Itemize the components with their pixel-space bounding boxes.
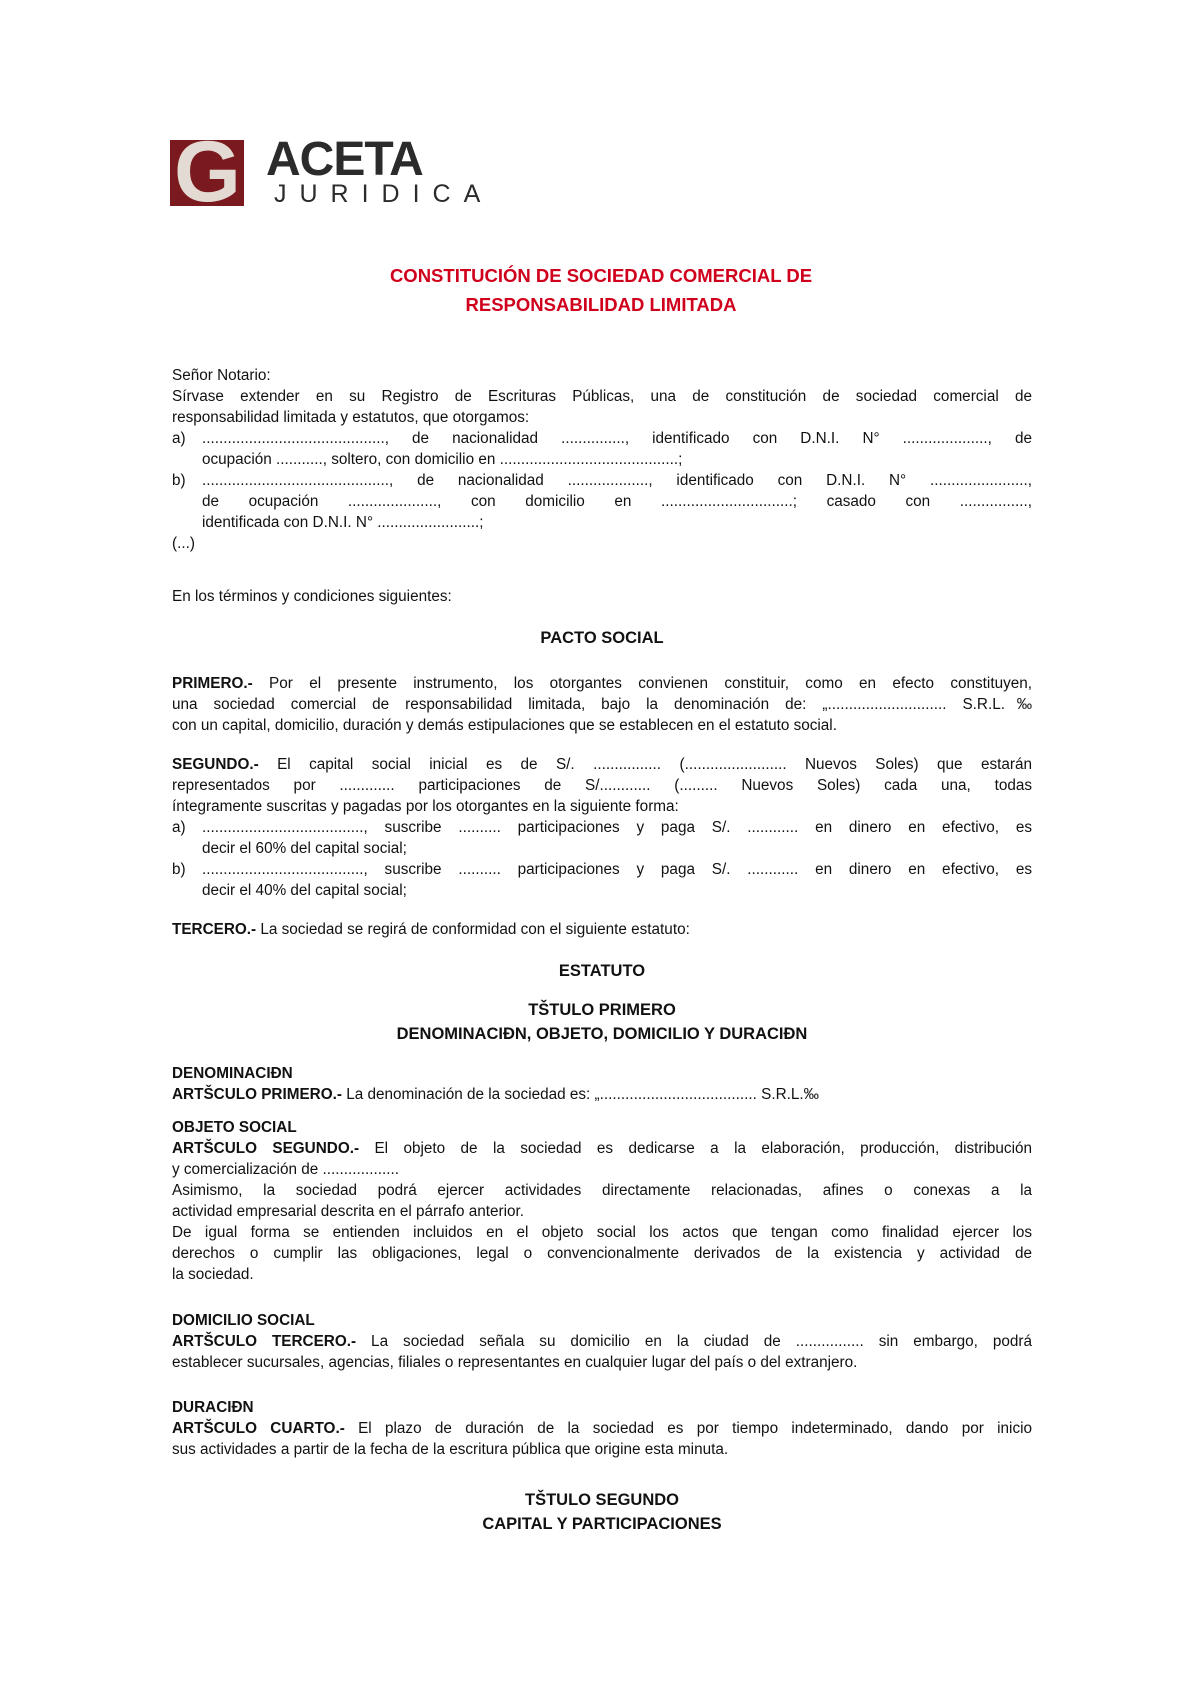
titulo-segundo-label: TŠTULO SEGUNDO (524, 1491, 679, 1509)
clause-segundo (172, 754, 1032, 901)
request-line-1: Sírvase extender en su Registro de Escrituras Públicas, una de constitución de sociedad comercial de (172, 388, 1032, 405)
primero-line-2: una sociedad comercial de responsabilidad limitada, bajo la denominación de: „............................ S.R.L.‰ (172, 696, 1032, 713)
duracion-section (172, 1397, 1032, 1460)
list-marker: a) (172, 430, 186, 447)
art2-p3-line-2: derechos o cumplir las obligaciones, legal o convencionalmente derivados de la existencia y actividad de (172, 1245, 1032, 1262)
titulo-primero (172, 998, 1032, 1046)
logo-word-top: ACETA (266, 133, 423, 186)
section-heading: DURACIÐN (172, 1399, 254, 1416)
pacto-social-heading: PACTO SOCIAL (540, 629, 664, 647)
titulo-primero-subtitle: DENOMINACIÐN, OBJETO, DOMICILIO Y DURACIÐN (396, 1025, 808, 1043)
titulo-segundo (172, 1488, 1032, 1536)
article-text: La sociedad señala su domicilio en la ciudad de ................ sin embargo, podrá (356, 1333, 1032, 1350)
clause-label: SEGUNDO.- (172, 756, 259, 773)
art2-p3-line-3: la sociedad. (172, 1266, 254, 1283)
section-heading: DOMICILIO SOCIAL (172, 1312, 315, 1329)
titulo-primero-label: TŠTULO PRIMERO (528, 1001, 676, 1019)
item-a-line-2: ocupación ..........., soltero, con domicilio en ..........................................; (202, 451, 683, 468)
document-title (170, 261, 1032, 319)
art2-line-2: y comercialización de .................. (172, 1161, 399, 1178)
section-heading: DENOMINACIÐN (172, 1065, 293, 1082)
denominacion-section (172, 1063, 1032, 1105)
list-item-a (172, 428, 1032, 470)
title-line-2: RESPONSABILIDAD LIMITADA (465, 294, 737, 315)
article-text: El plazo de duración de la sociedad es por tiempo indeterminado, dando por inicio (344, 1420, 1033, 1437)
segundo-item-b (172, 859, 1032, 901)
art4-line-2: sus actividades a partir de la fecha de la escritura pública que origine esta minuta. (172, 1441, 729, 1458)
item-b-line-1: ............................................, de nacionalidad ..................., identificado con D.N.I. N° ......................., (202, 472, 1032, 489)
item-b-line-3: identificada con D.N.I. N° ........................; (202, 514, 484, 531)
list-marker: a) (172, 819, 186, 836)
section-heading: OBJETO SOCIAL (172, 1119, 297, 1136)
art3-line-2: establecer sucursales, agencias, filiales o representantes en cualquier lugar del país o del extranjero. (172, 1354, 858, 1371)
item-b-line-2: de ocupación ....................., con domicilio en ...............................; casado con ................, (202, 493, 1032, 510)
intro-section (172, 365, 1032, 554)
seg-b-line-1: ......................................, suscribe .......... participaciones y paga S/. ............ en dinero en efectivo, es (202, 861, 1032, 878)
logo-word-bottom: JURIDICA (274, 180, 494, 208)
article-label: ARTŠCULO PRIMERO.- (172, 1086, 342, 1103)
list-item-b (172, 470, 1032, 533)
seg-a-line-2: decir el 60% del capital social; (202, 840, 407, 857)
titulo-segundo-subtitle: CAPITAL Y PARTICIPACIONES (482, 1515, 722, 1533)
clause-text: Por el presente instrumento, los otorgantes convienen constituir, como en efecto constituyen, (252, 675, 1032, 692)
segundo-line-2: representados por ............. participaciones de S/............ (......... Nuevos Soles) cada una, todas (172, 777, 1032, 794)
request-line-2: responsabilidad limitada y estatutos, que otorgamos: (172, 409, 530, 426)
article-text: El objeto de la sociedad es dedicarse a la elaboración, producción, distribución (359, 1140, 1032, 1157)
clause-text: El capital social inicial es de S/. ................ (........................ Nuevos Soles) que estarán (258, 756, 1032, 773)
art2-p2-line-1: Asimismo, la sociedad podrá ejercer actividades directamente relacionadas, afines o conexas a la (172, 1182, 1032, 1199)
clause-label: TERCERO.- (172, 921, 257, 938)
salutation: Señor Notario: (172, 367, 271, 384)
article-label: ARTŠCULO SEGUNDO.- (172, 1140, 360, 1157)
article-label: ARTŠCULO CUARTO.- (172, 1420, 345, 1437)
segundo-line-3: íntegramente suscritas y pagadas por los otorgantes en la siguiente forma: (172, 798, 679, 815)
segundo-item-a (172, 817, 1032, 859)
clause-primero (172, 673, 1032, 736)
clause-label: PRIMERO.- (172, 675, 253, 692)
objeto-section (172, 1117, 1032, 1285)
ellipsis: (...) (172, 535, 195, 552)
list-marker: b) (172, 861, 186, 878)
item-a-line-1: ..........................................., de nacionalidad ..............., identificado con D.N.I. N° ...................., de (202, 430, 1032, 447)
art2-p2-line-2: actividad empresarial descrita en el párrafo anterior. (172, 1203, 525, 1220)
article-label: ARTŠCULO TERCERO.- (172, 1333, 357, 1350)
seg-a-line-1: ......................................, suscribe .......... participaciones y paga S/. ............ en dinero en efectivo, es (202, 819, 1032, 836)
terms-line: En los términos y condiciones siguientes: (172, 588, 452, 605)
gaceta-juridica-logo (170, 124, 494, 220)
article-text: La denominación de la sociedad es: „..................................... S.R.L.‰ (341, 1086, 819, 1103)
title-line-1: CONSTITUCIÓN DE SOCIEDAD COMERCIAL DE (389, 265, 813, 286)
seg-b-line-2: decir el 40% del capital social; (202, 882, 407, 899)
list-marker: b) (172, 472, 186, 489)
domicilio-section (172, 1310, 1032, 1373)
clause-text: La sociedad se regirá de conformidad con el siguiente estatuto: (256, 921, 690, 938)
primero-line-3: con un capital, domicilio, duración y demás estipulaciones que se establecen en el estatuto social. (172, 717, 837, 734)
logo-initial: G (174, 124, 237, 220)
clause-tercero (172, 919, 1032, 940)
art2-p3-line-1: De igual forma se entienden incluidos en el objeto social los actos que tengan como finalidad ejercer los (172, 1224, 1032, 1241)
estatuto-heading: ESTATUTO (558, 962, 646, 980)
